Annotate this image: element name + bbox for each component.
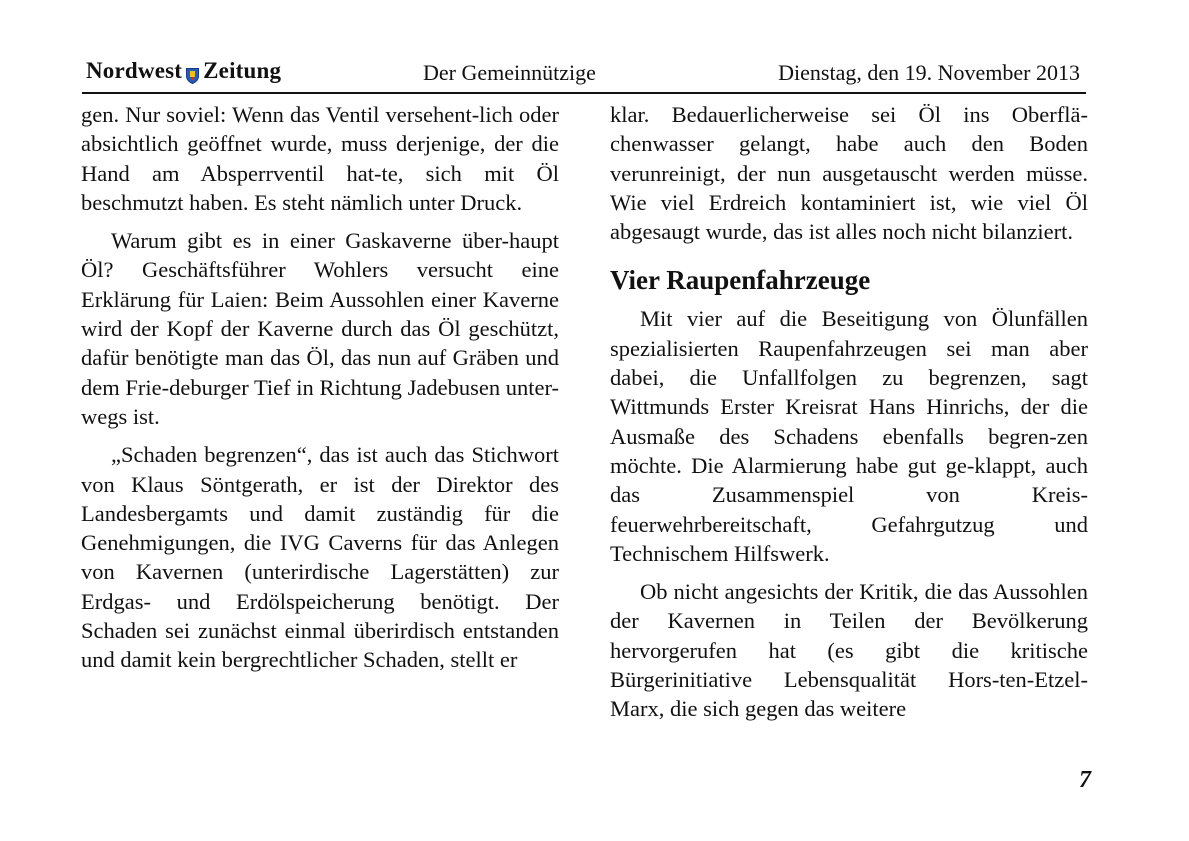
left-column [81,100,559,675]
page-header [82,58,1086,94]
section-title: Der Gemeinnützige [423,60,596,85]
article-paragraph: Mit vier auf die Beseitigung von Ölunfällen spezialisierten Raupenfahrzeugen sei man aber dabei, die Unfallfolgen zu begrenzen, sagt Wittmunds Erster Kreisrat Hans Hinrichs, der die Ausmaße des Schadens ebenfalls begren-zen möchte. Die Alarmierung habe gut ge-klappt, auch das Zusammenspiel von Kreis-feuerwehrbereitschaft, Gefahrgutzug und Technischem Hilfswerk. [610,306,1088,566]
issue-date: Dienstag, den 19. November 2013 [778,60,1080,85]
article-paragraph: Ob nicht angesichts der Kritik, die das Aussohlen der Kavernen in Teilen der Bevölkerung hervorgerufen hat (es gibt die kritische Bürgerinitiative Lebensqualität Hors-ten-Etzel-Marx, die sich gegen das weitere [610,579,1088,722]
article-paragraph: klar. Bedauerlicherweise sei Öl ins Oberflä-chenwasser gelangt, habe auch den Boden verunreinigt, der nun ausgetauscht werden müsse. Wie viel Erdreich kontaminiert ist, wie viel Öl abgesaugt wurde, das ist alles noch nicht bilanziert. [610,102,1088,245]
page-number: 7 [1079,767,1091,793]
right-column [610,100,1088,724]
article-paragraph: gen. Nur soviel: Wenn das Ventil versehent-lich oder absichtlich geöffnet wurde, muss derjenige, der die Hand am Absperrventil hat-te, sich mit Öl beschmutzt haben. Es steht nämlich unter Druck. [81,102,559,215]
article-paragraph: „Schaden begrenzen“, das ist auch das Stichwort von Klaus Söntgerath, er ist der Direktor des Landesbergamts und damit zuständig für die Genehmigungen, die IVG Caverns für das Anlegen von Kavernen (unterirdische Lagerstätten) zur Erdgas- und Erdölspeicherung benötigt. Der Schaden sei zunächst einmal überirdisch entstanden und damit kein bergrechtlicher Schaden, stellt er [81,442,559,673]
masthead-name-left: Nordwest [86,58,183,83]
article-paragraph: Warum gibt es in einer Gaskaverne über-haupt Öl? Geschäftsführer Wohlers versucht eine Erklärung für Laien: Beim Aussohlen einer Kaverne wird der Kopf der Kaverne durch das Öl geschützt, dafür benötigte man das Öl, das nun auf Gräben und dem Frie-deburger Tief in Richtung Jadebusen unter-wegs ist. [81,228,559,429]
masthead-name-right: Zeitung [203,58,282,83]
masthead [86,58,281,84]
article-subheading: Vier Raupenfahrzeuge [610,265,871,296]
coat-of-arms-icon [186,64,199,80]
